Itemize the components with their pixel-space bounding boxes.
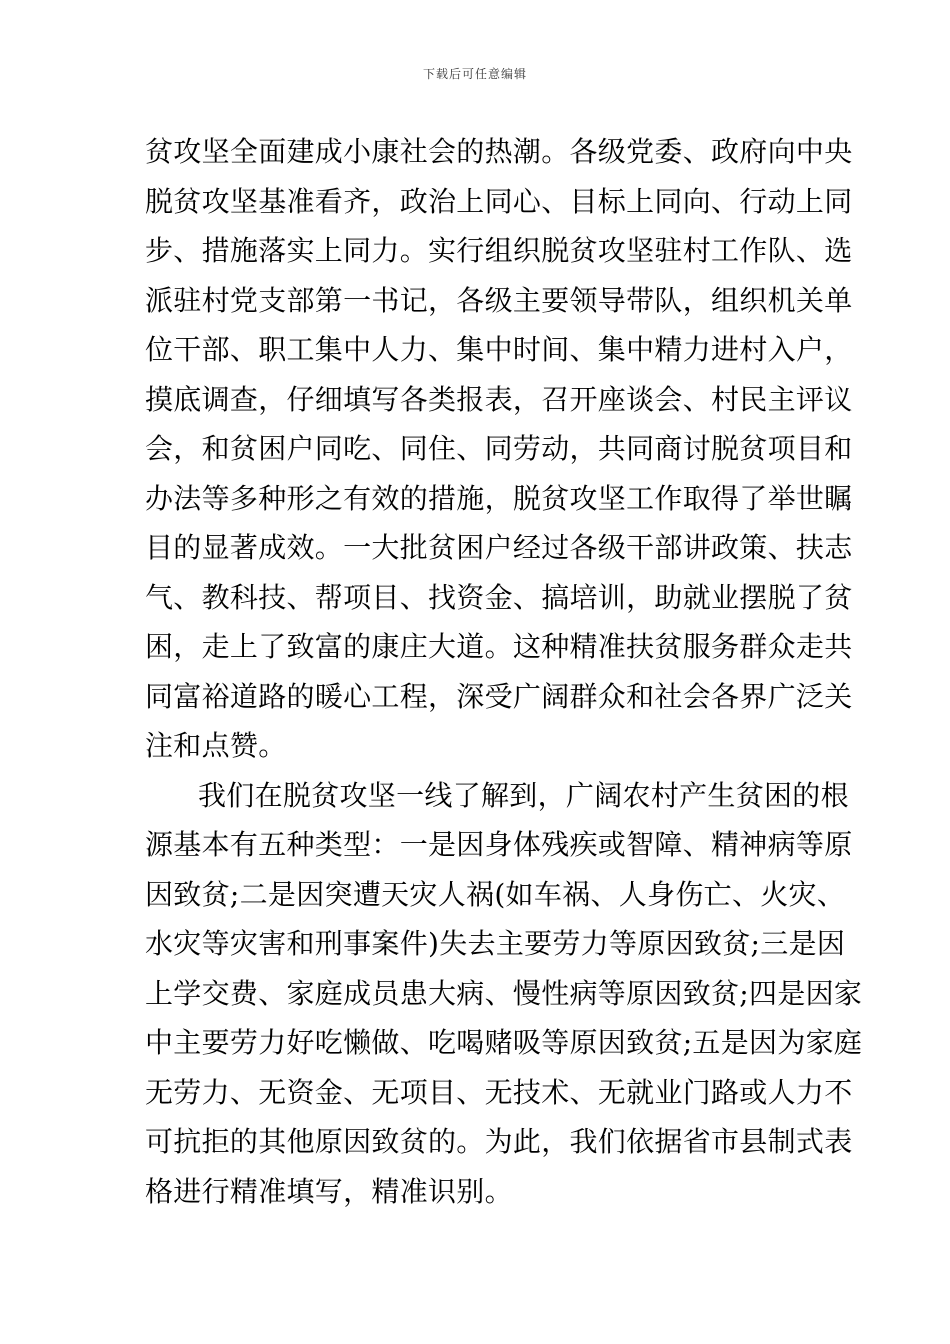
text-line: 源基本有五种类型：一是因身体残疾或智障、精神病等原: [145, 828, 853, 861]
text-line: 摸底调查，仔细填写各类报表，召开座谈会、村民主评议: [145, 382, 853, 416]
document-body: [145, 127, 863, 1216]
text-line: 目的显著成效。一大批贫困户经过各级干部讲政策、扶志: [145, 531, 853, 564]
text-line: 派驻村党支部第一书记，各级主要领导带队，组织机关单: [145, 283, 853, 317]
text-line: 因致贫;二是因突遭天灾人祸(如车祸、人身伤亡、火灾、: [145, 877, 846, 911]
text-line: 脱贫攻坚基准看齐，政治上同心、目标上同向、行动上同: [145, 184, 853, 218]
page-header: 下载后可任意编辑: [422, 67, 527, 81]
text-line: 格进行精准填写，精准识别。: [145, 1174, 513, 1208]
text-line: 中主要劳力好吃懒做、吃喝赌吸等原因致贫;五是因为家庭: [145, 1026, 863, 1059]
text-line: 可抗拒的其他原因致贫的。为此，我们依据省市县制式表: [145, 1125, 853, 1158]
text-line: 无劳力、无资金、无项目、无技术、无就业门路或人力不: [145, 1075, 853, 1109]
text-line: 上学交费、家庭成员患大病、慢性病等原因致贫;四是因家: [145, 976, 863, 1010]
text-line: 同富裕道路的暖心工程，深受广阔群众和社会各界广泛关: [145, 679, 853, 713]
text-line: 困，走上了致富的康庄大道。这种精准扶贫服务群众走共: [145, 630, 853, 663]
paragraph-2: [145, 771, 863, 1217]
text-line: 步、措施落实上同力。实行组织脱贫攻坚驻村工作队、选: [145, 234, 853, 267]
text-line: 会，和贫困户同吃、同住、同劳动，共同商讨脱贫项目和: [145, 432, 853, 465]
text-line: 办法等多种形之有效的措施，脱贫攻坚工作取得了举世瞩: [145, 481, 853, 515]
text-line: 注和点赞。: [145, 729, 287, 762]
paragraph-1: [145, 127, 853, 771]
text-line: 贫攻坚全面建成小康社会的热潮。各级党委、政府向中央: [145, 135, 853, 168]
text-line: 我们在脱贫攻坚一线了解到，广阔农村产生贫困的根: [198, 778, 849, 812]
text-line: 水灾等灾害和刑事案件)失去主要劳力等原因致贫;三是因: [145, 927, 846, 960]
text-line: 气、教科技、帮项目、找资金、搞培训，助就业摆脱了贫: [145, 580, 853, 614]
text-line: 位干部、职工集中人力、集中时间、集中精力进村入户，: [145, 333, 853, 366]
